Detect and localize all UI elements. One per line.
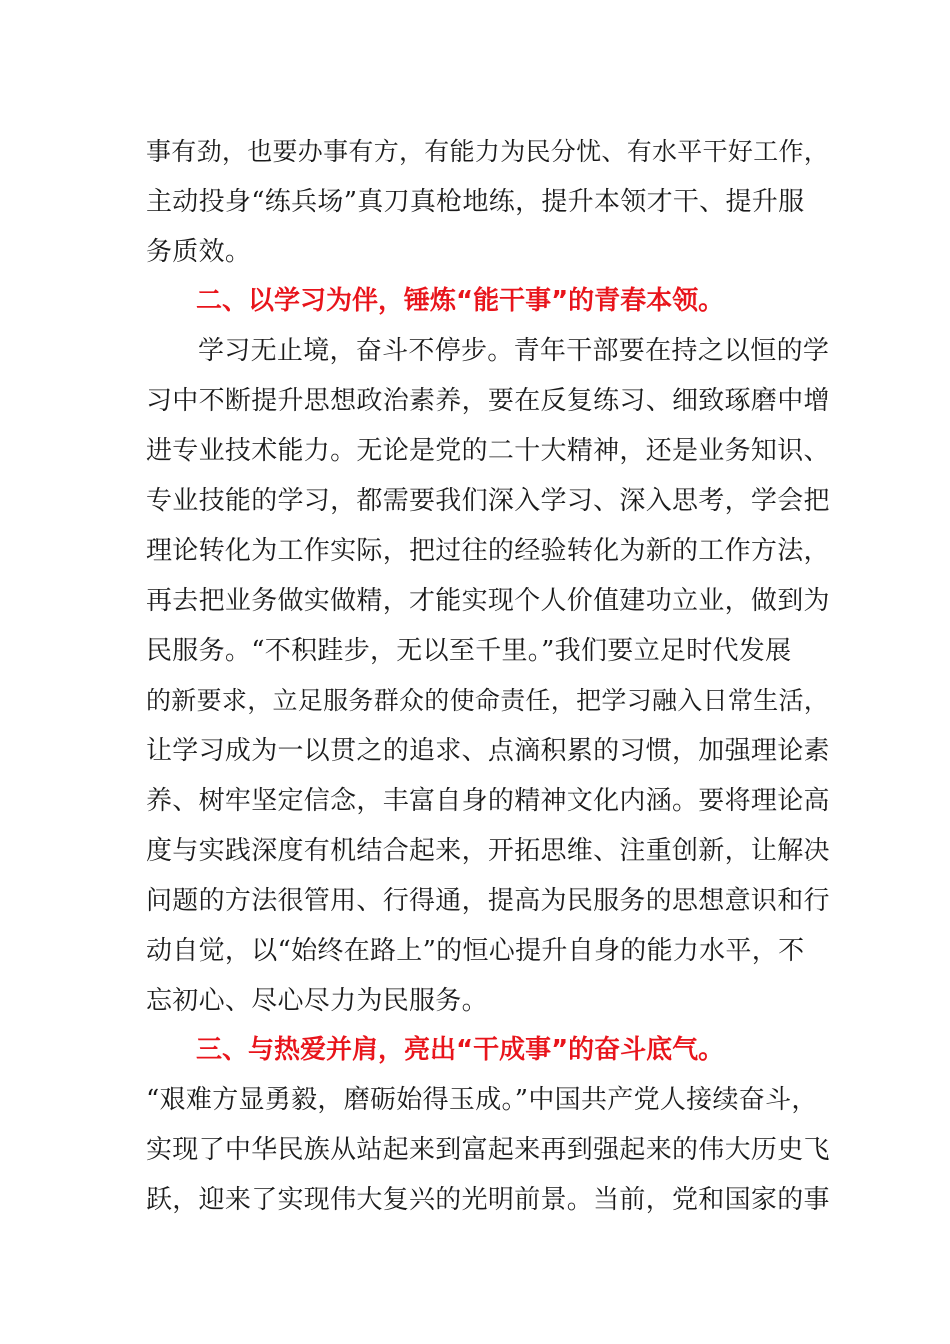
paragraph-line: 进专业技术能力。无论是党的二十大精神，还是业务知识、 xyxy=(146,436,830,466)
paragraph-line: “艰难方显勇毅，磨砺始得玉成。”中国共产党人接续奋斗， xyxy=(146,1085,818,1115)
section-heading-3: 三、与热爱并肩，亮出“干成事”的奋斗底气。 xyxy=(196,1035,725,1065)
paragraph-line: 动自觉，以“始终在路上”的恒心提升自身的能力水平，不 xyxy=(146,936,805,966)
paragraph-line: 让学习成为一以贯之的追求、点滴积累的习惯，加强理论素 xyxy=(146,736,830,766)
paragraph-line: 民服务。“不积跬步，无以至千里。”我们要立足时代发展 xyxy=(146,636,792,666)
paragraph-line: 问题的方法很管用、行得通，提高为民服务的思想意识和行 xyxy=(146,886,830,916)
paragraph-line: 实现了中华民族从站起来到富起来再到强起来的伟大历史飞 xyxy=(146,1135,830,1165)
paragraph-line: 专业技能的学习，都需要我们深入学习、深入思考，学会把 xyxy=(146,486,830,516)
paragraph-line: 养、树牢坚定信念，丰富自身的精神文化内涵。要将理论高 xyxy=(146,786,830,816)
paragraph-line: 习中不断提升思想政治素养，要在反复练习、细致琢磨中增 xyxy=(146,386,830,416)
paragraph-line: 的新要求，立足服务群众的使命责任，把学习融入日常生活， xyxy=(146,686,830,715)
section-heading-2: 二、以学习为伴，锤炼“能干事”的青春本领。 xyxy=(196,286,725,316)
paragraph-line: 理论转化为工作实际，把过往的经验转化为新的工作方法， xyxy=(146,536,830,566)
paragraph-line: 事有劲，也要办事有方，有能力为民分忧、有水平干好工作， xyxy=(146,137,830,166)
paragraph-line: 学习无止境，奋斗不停步。青年干部要在持之以恒的学 xyxy=(198,336,830,366)
paragraph-line: 务质效。 xyxy=(146,237,252,267)
paragraph-line: 再去把业务做实做精，才能实现个人价值建功立业，做到为 xyxy=(146,586,830,616)
paragraph-line: 忘初心、尽心尽力为民服务。 xyxy=(146,986,488,1016)
paragraph-line: 主动投身“练兵场”真刀真枪地练，提升本领才干、提升服 xyxy=(146,187,805,217)
paragraph-line: 跃，迎来了实现伟大复兴的光明前景。当前，党和国家的事 xyxy=(146,1185,830,1215)
paragraph-line: 度与实践深度有机结合起来，开拓思维、注重创新，让解决 xyxy=(146,836,830,866)
